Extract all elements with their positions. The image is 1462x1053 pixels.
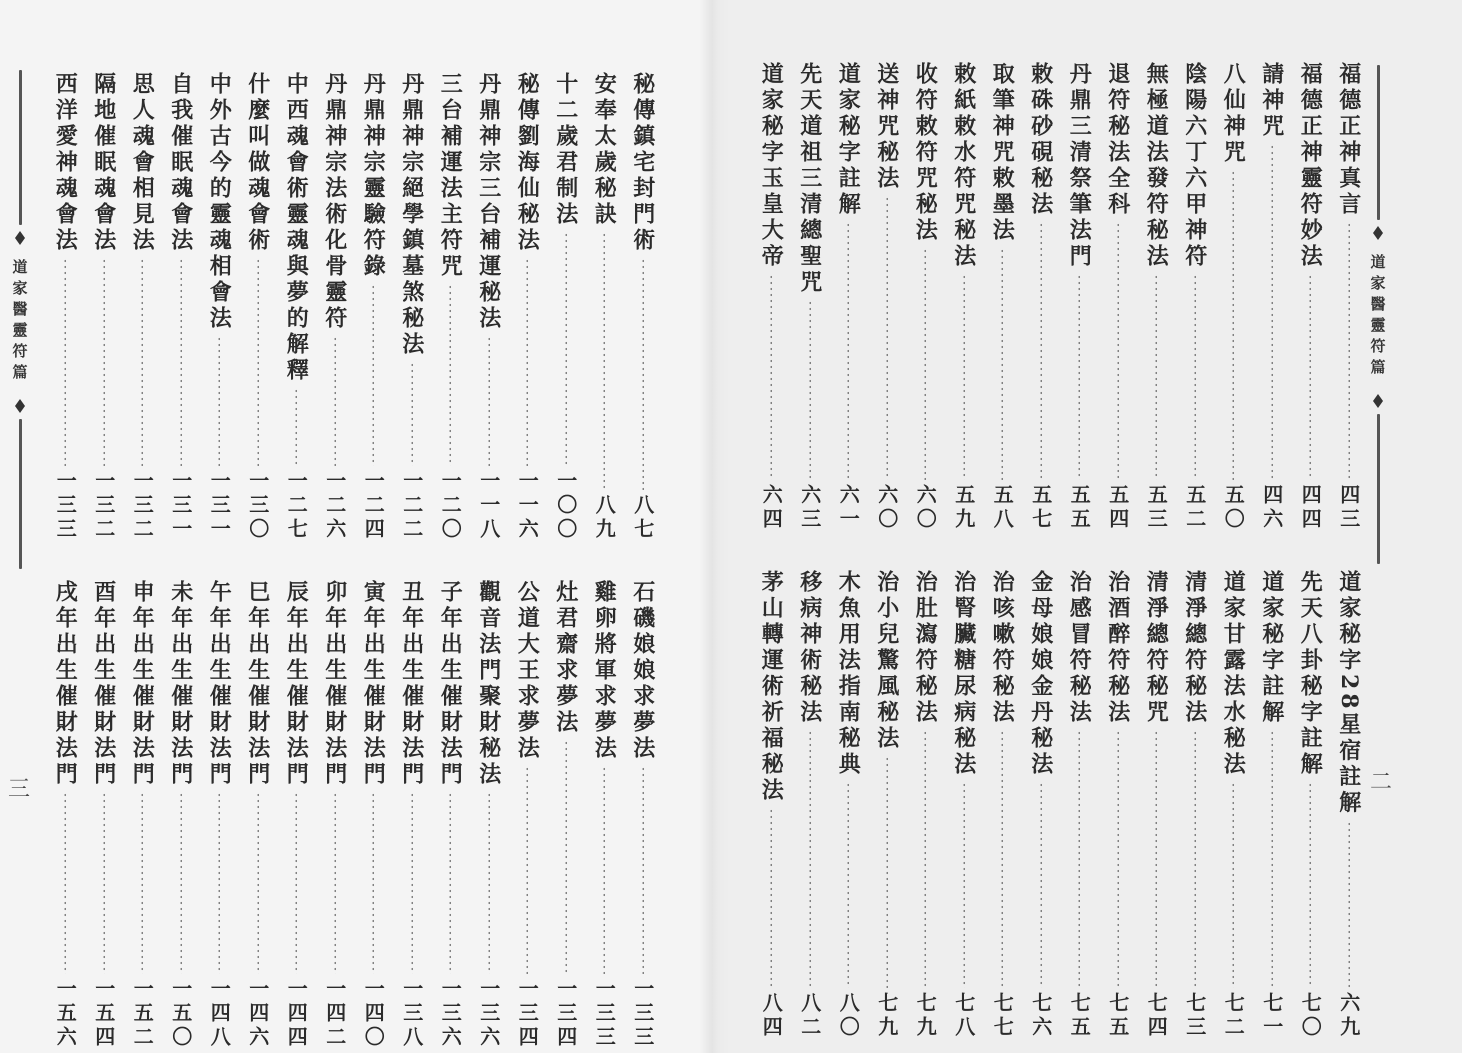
- entry-page: 五九: [951, 484, 976, 532]
- toc-entry[interactable]: [85, 72, 124, 542]
- toc-block-left-bottom: [46, 580, 662, 1050]
- dot-leader: [1078, 274, 1080, 480]
- entry-title: 敕紙敕水符咒秘法: [950, 62, 977, 270]
- dot-leader: [449, 792, 451, 974]
- dot-leader: [924, 248, 926, 480]
- header-rule: [19, 70, 22, 225]
- entry-page: 一五〇: [168, 978, 193, 1050]
- dot-leader: [64, 792, 66, 974]
- entry-page: 一四八: [207, 978, 232, 1050]
- toc-entry[interactable]: [1291, 570, 1330, 1040]
- dot-leader: [603, 232, 605, 490]
- entry-title: 木魚用法指南秘典: [835, 570, 862, 778]
- toc-entry[interactable]: [239, 72, 278, 542]
- entry-title: 西洋愛神魂會法: [52, 72, 79, 254]
- dot-leader: [1001, 730, 1003, 988]
- entry-page: 七五: [1067, 992, 1092, 1040]
- entry-title: 治腎臟糖尿病秘法: [950, 570, 977, 778]
- toc-entry[interactable]: [1099, 62, 1138, 532]
- entry-page: 七〇: [1298, 992, 1323, 1040]
- entry-page: 七九: [913, 992, 938, 1040]
- toc-entry[interactable]: [906, 62, 945, 532]
- entry-page: 四四: [1298, 484, 1323, 532]
- entry-page: 一三三: [592, 978, 617, 1050]
- diamond-ornament-icon: [1373, 394, 1383, 408]
- dot-leader: [1117, 222, 1119, 480]
- entry-page: 七七: [990, 992, 1015, 1040]
- toc-entry[interactable]: [585, 580, 624, 1050]
- entry-title: 陰陽六丁六甲神符: [1181, 62, 1208, 270]
- entry-title: 戌年出生催財法門: [52, 580, 79, 788]
- dot-leader: [257, 258, 259, 466]
- toc-entry[interactable]: [1060, 62, 1099, 532]
- dot-leader: [963, 782, 965, 988]
- entry-title: 丹鼎三清祭筆法門: [1066, 62, 1093, 270]
- dot-leader: [1155, 274, 1157, 480]
- dot-leader: [64, 258, 66, 466]
- toc-entry[interactable]: [46, 580, 85, 1050]
- entry-page: 一五二: [130, 978, 155, 1050]
- entry-page: 一一六: [515, 470, 540, 542]
- entry-title: 丹鼎神宗靈驗符錄: [360, 72, 387, 280]
- entry-title: 卯年出生催財法門: [321, 580, 348, 788]
- entry-title: 退符秘法全科: [1104, 62, 1131, 218]
- dot-leader: [1271, 730, 1273, 988]
- toc-entry[interactable]: [945, 62, 984, 532]
- toc-entry[interactable]: [162, 580, 201, 1050]
- dot-leader: [1271, 144, 1273, 480]
- entry-title: 子年出生催財法門: [437, 580, 464, 788]
- entry-title: 道家秘字註解: [835, 62, 862, 218]
- toc-block-right-bottom: [752, 570, 1368, 1040]
- entry-page: 一二〇: [438, 470, 463, 542]
- entry-page: 七三: [1182, 992, 1207, 1040]
- toc-entry[interactable]: [791, 570, 830, 1040]
- entry-page: 一二六: [322, 470, 347, 542]
- toc-entry[interactable]: [1060, 570, 1099, 1040]
- dot-leader: [770, 808, 772, 988]
- entry-title: 丹鼎神宗絕學鎮墓煞秘法: [398, 72, 425, 358]
- toc-entry[interactable]: [1176, 62, 1215, 532]
- entry-page: 一二二: [399, 470, 424, 542]
- entry-title: 什麼叫做魂會術: [244, 72, 271, 254]
- toc-entry[interactable]: [1022, 570, 1061, 1040]
- entry-title: 巳年出生催財法門: [244, 580, 271, 788]
- entry-page: 五四: [1105, 484, 1130, 532]
- entry-title: 秘傳鎮宅封門術: [629, 72, 656, 254]
- entry-title: 敕硃砂硯秘法: [1027, 62, 1054, 218]
- toc-entry[interactable]: [547, 580, 586, 1050]
- entry-page: 六三: [797, 484, 822, 532]
- toc-entry[interactable]: [431, 580, 470, 1050]
- entry-title: 取筆神咒敕墨法: [989, 62, 1016, 244]
- dot-leader: [847, 782, 849, 988]
- entry-page: 一三一: [168, 470, 193, 542]
- toc-entry[interactable]: [1137, 570, 1176, 1040]
- diamond-ornament-icon: [15, 231, 25, 245]
- toc-entry[interactable]: [354, 72, 393, 542]
- dot-leader: [1309, 782, 1311, 988]
- dot-leader: [103, 792, 105, 974]
- dot-leader: [488, 336, 490, 466]
- entry-page: 七六: [1028, 992, 1053, 1040]
- toc-block-left-top: [46, 72, 662, 542]
- entry-title: 公道大王求夢法: [514, 580, 541, 762]
- entry-title: 金母娘娘金丹秘法: [1027, 570, 1054, 778]
- entry-title: 先天道祖三清總聖咒: [796, 62, 823, 296]
- toc-entry[interactable]: [508, 72, 547, 542]
- entry-page: 四三: [1336, 484, 1361, 532]
- entry-title: 茅山轉運術祈福秘法: [758, 570, 785, 804]
- entry-page: 八二: [797, 992, 822, 1040]
- dot-leader: [1194, 274, 1196, 480]
- dot-leader: [1078, 730, 1080, 988]
- toc-entry[interactable]: [277, 72, 316, 542]
- entry-title: 自我催眠魂會法: [167, 72, 194, 254]
- entry-page: 一三八: [399, 978, 424, 1050]
- toc-entry[interactable]: [1099, 570, 1138, 1040]
- entry-page: 一四四: [284, 978, 309, 1050]
- toc-entry[interactable]: [508, 580, 547, 1050]
- entry-title: 治酒醉符秘法: [1104, 570, 1131, 726]
- toc-entry[interactable]: [393, 72, 432, 542]
- entry-page: 五七: [1028, 484, 1053, 532]
- toc-entry[interactable]: [239, 580, 278, 1050]
- entry-title: 思人魂會相見法: [129, 72, 156, 254]
- entry-title: 送神咒秘法: [873, 62, 900, 192]
- toc-entry[interactable]: [46, 72, 85, 542]
- entry-title: 辰年出生催財法門: [283, 580, 310, 788]
- entry-page: 四六: [1259, 484, 1284, 532]
- entry-page: 一三二: [130, 470, 155, 542]
- dot-leader: [218, 336, 220, 466]
- toc-entry[interactable]: [200, 72, 239, 542]
- entry-page: 八〇: [836, 992, 861, 1040]
- left-running-header: [8, 70, 32, 569]
- toc-entry[interactable]: [316, 580, 355, 1050]
- toc-entry[interactable]: [470, 72, 509, 542]
- entry-title: 道家秘字註解: [1258, 570, 1285, 726]
- header-rule: [1377, 414, 1380, 564]
- dot-leader: [334, 336, 336, 466]
- toc-entry[interactable]: [547, 72, 586, 542]
- toc-entry[interactable]: [1022, 62, 1061, 532]
- entry-title: 未年出生催財法門: [167, 580, 194, 788]
- entry-title: 治小兒驚風秘法: [873, 570, 900, 752]
- entry-page: 一三〇: [245, 470, 270, 542]
- entry-page: 一三四: [515, 978, 540, 1050]
- toc-entry[interactable]: [1214, 62, 1253, 532]
- dot-leader: [526, 766, 528, 974]
- toc-entry[interactable]: [354, 580, 393, 1050]
- toc-entry[interactable]: [162, 72, 201, 542]
- entry-title: 隔地催眠魂會法: [90, 72, 117, 254]
- dot-leader: [1194, 730, 1196, 988]
- entry-title: 中外古今的靈魂相會法: [206, 72, 233, 332]
- toc-entry[interactable]: [624, 72, 663, 542]
- entry-title: 道家秘字玉皇大帝: [758, 62, 785, 270]
- entry-title: 無極道法發符秘法: [1143, 62, 1170, 270]
- dot-leader: [372, 792, 374, 974]
- entry-title: 酉年出生催財法門: [90, 580, 117, 788]
- toc-entry[interactable]: [983, 62, 1022, 532]
- toc-entry[interactable]: [829, 62, 868, 532]
- dot-leader: [642, 258, 644, 490]
- entry-title: 申年出生催財法門: [129, 580, 156, 788]
- entry-title: 治肚瀉符秘法: [912, 570, 939, 726]
- entry-title: 中西魂會術靈魂與夢的解釋: [283, 72, 310, 384]
- entry-page: 一五六: [53, 978, 78, 1050]
- toc-entry[interactable]: [123, 72, 162, 542]
- entry-title: 道家秘字28星宿註解: [1335, 570, 1362, 817]
- dot-leader: [411, 362, 413, 466]
- entry-page: 一四〇: [361, 978, 386, 1050]
- entry-title: 安奉太歲秘訣: [591, 72, 618, 228]
- right-page-number: 二: [1370, 770, 1393, 795]
- entry-title: 收符敕符咒秘法: [912, 62, 939, 244]
- dot-leader: [924, 730, 926, 988]
- dot-leader: [1348, 222, 1350, 480]
- dot-leader: [257, 792, 259, 974]
- entry-title: 午年出生催財法門: [206, 580, 233, 788]
- dot-leader: [1040, 222, 1042, 480]
- dot-leader: [642, 766, 644, 974]
- toc-entry[interactable]: [1291, 62, 1330, 532]
- entry-page: 七四: [1144, 992, 1169, 1040]
- dot-leader: [770, 274, 772, 480]
- toc-entry[interactable]: [868, 62, 907, 532]
- entry-title: 治咳嗽符秘法: [989, 570, 1016, 726]
- toc-entry[interactable]: [585, 72, 624, 542]
- toc-entry[interactable]: [1330, 62, 1369, 532]
- entry-title: 三台補運法主符咒: [437, 72, 464, 280]
- entry-title: 觀音法門聚財秘法: [475, 580, 502, 788]
- entry-title: 請神咒: [1258, 62, 1285, 140]
- dot-leader: [295, 792, 297, 974]
- entry-title: 寅年出生催財法門: [360, 580, 387, 788]
- entry-title: 先天八卦秘字註解: [1297, 570, 1324, 778]
- running-title: 道家醫靈符篇: [1368, 254, 1387, 380]
- entry-page: 七五: [1105, 992, 1130, 1040]
- toc-entry[interactable]: [752, 62, 791, 532]
- toc-entry[interactable]: [752, 570, 791, 1040]
- entry-page: 六〇: [874, 484, 899, 532]
- entry-page: 八四: [759, 992, 784, 1040]
- entry-page: 六九: [1336, 992, 1361, 1040]
- dot-leader: [1232, 170, 1234, 480]
- entry-title: 秘傳劉海仙秘法: [514, 72, 541, 254]
- entry-title: 十二歲君制法: [552, 72, 579, 228]
- entry-page: 一三三: [630, 978, 655, 1050]
- toc-entry[interactable]: [829, 570, 868, 1040]
- entry-title: 雞卵將軍求夢法: [591, 580, 618, 762]
- toc-entry[interactable]: [393, 580, 432, 1050]
- entry-page: 一二四: [361, 470, 386, 542]
- entry-title: 治感冒符秘法: [1066, 570, 1093, 726]
- entry-title: 清淨總符秘咒: [1143, 570, 1170, 726]
- toc-entry[interactable]: [868, 570, 907, 1040]
- dot-leader: [372, 284, 374, 466]
- entry-page: 一五四: [91, 978, 116, 1050]
- entry-title: 福德正神靈符妙法: [1297, 62, 1324, 270]
- dot-leader: [411, 792, 413, 974]
- entry-page: 五三: [1144, 484, 1169, 532]
- toc-entry[interactable]: [1253, 62, 1292, 532]
- dot-leader: [886, 756, 888, 988]
- toc-entry[interactable]: [123, 580, 162, 1050]
- dot-leader: [218, 792, 220, 974]
- header-rule: [19, 419, 22, 569]
- dot-leader: [1040, 782, 1042, 988]
- dot-leader: [565, 740, 567, 974]
- toc-entry[interactable]: [470, 580, 509, 1050]
- entry-page: 一一八: [476, 470, 501, 542]
- dot-leader: [1001, 248, 1003, 480]
- dot-leader: [1309, 274, 1311, 480]
- dot-leader: [603, 766, 605, 974]
- book-gutter: [700, 0, 730, 1053]
- toc-entry[interactable]: [200, 580, 239, 1050]
- header-rule: [1377, 65, 1380, 220]
- entry-title: 八仙神咒: [1220, 62, 1247, 166]
- entry-page: 一三二: [91, 470, 116, 542]
- dot-leader: [141, 792, 143, 974]
- entry-page: 一三六: [438, 978, 463, 1050]
- dot-leader: [565, 232, 567, 466]
- entry-title: 石磯娘娘求夢法: [629, 580, 656, 762]
- dot-leader: [449, 284, 451, 466]
- dot-leader: [1348, 821, 1350, 988]
- dot-leader: [809, 730, 811, 988]
- dot-leader: [295, 388, 297, 466]
- right-running-header: [1366, 65, 1390, 564]
- toc-entry[interactable]: [945, 570, 984, 1040]
- entry-page: 六〇: [913, 484, 938, 532]
- entry-page: 一四六: [245, 978, 270, 1050]
- dot-leader: [180, 258, 182, 466]
- entry-title: 丹鼎神宗三台補運秘法: [475, 72, 502, 332]
- entry-page: 一〇〇: [553, 470, 578, 542]
- toc-entry[interactable]: [1253, 570, 1292, 1040]
- entry-page: 七一: [1259, 992, 1284, 1040]
- diamond-ornament-icon: [15, 399, 25, 413]
- entry-page: 一三三: [53, 470, 78, 542]
- entry-page: 一四二: [322, 978, 347, 1050]
- running-title: 道家醫靈符篇: [10, 259, 29, 385]
- dot-leader: [334, 792, 336, 974]
- dot-leader: [141, 258, 143, 466]
- entry-page: 七八: [951, 992, 976, 1040]
- entry-title: 灶君齋求夢法: [552, 580, 579, 736]
- entry-page: 一二七: [284, 470, 309, 542]
- entry-page: 五二: [1182, 484, 1207, 532]
- toc-entry[interactable]: [1137, 62, 1176, 532]
- entry-page: 八九: [592, 494, 617, 542]
- dot-leader: [847, 222, 849, 480]
- toc-entry[interactable]: [906, 570, 945, 1040]
- entry-title: 道家甘露法水秘法: [1220, 570, 1247, 778]
- entry-title: 丑年出生催財法門: [398, 580, 425, 788]
- entry-page: 六一: [836, 484, 861, 532]
- entry-page: 五五: [1067, 484, 1092, 532]
- dot-leader: [180, 792, 182, 974]
- dot-leader: [963, 274, 965, 480]
- toc-entry[interactable]: [791, 62, 830, 532]
- dot-leader: [526, 258, 528, 466]
- toc-entry[interactable]: [1176, 570, 1215, 1040]
- toc-entry[interactable]: [277, 580, 316, 1050]
- dot-leader: [809, 300, 811, 480]
- dot-leader: [1117, 730, 1119, 988]
- entry-page: 八七: [630, 494, 655, 542]
- entry-title: 清淨總符秘法: [1181, 570, 1208, 726]
- left-page-number: 三: [8, 777, 31, 802]
- entry-page: 七二: [1221, 992, 1246, 1040]
- entry-title: 移病神術秘法: [796, 570, 823, 726]
- entry-page: 六四: [759, 484, 784, 532]
- toc-entry[interactable]: [316, 72, 355, 542]
- entry-page: 七九: [874, 992, 899, 1040]
- toc-block-right-top: [752, 62, 1368, 532]
- dot-leader: [488, 792, 490, 974]
- entry-page: 五〇: [1221, 484, 1246, 532]
- toc-entry[interactable]: [983, 570, 1022, 1040]
- dot-leader: [1232, 782, 1234, 988]
- toc-entry[interactable]: [1330, 570, 1369, 1040]
- entry-page: 五八: [990, 484, 1015, 532]
- entry-title: 丹鼎神宗法術化骨靈符: [321, 72, 348, 332]
- entry-title: 福德正神真言: [1335, 62, 1362, 218]
- dot-leader: [103, 258, 105, 466]
- entry-page: 一三六: [476, 978, 501, 1050]
- entry-page: 一三四: [553, 978, 578, 1050]
- diamond-ornament-icon: [1373, 226, 1383, 240]
- dot-leader: [886, 196, 888, 480]
- entry-page: 一三一: [207, 470, 232, 542]
- toc-entry[interactable]: [431, 72, 470, 542]
- toc-entry[interactable]: [1214, 570, 1253, 1040]
- dot-leader: [1155, 730, 1157, 988]
- toc-entry[interactable]: [624, 580, 663, 1050]
- toc-entry[interactable]: [85, 580, 124, 1050]
